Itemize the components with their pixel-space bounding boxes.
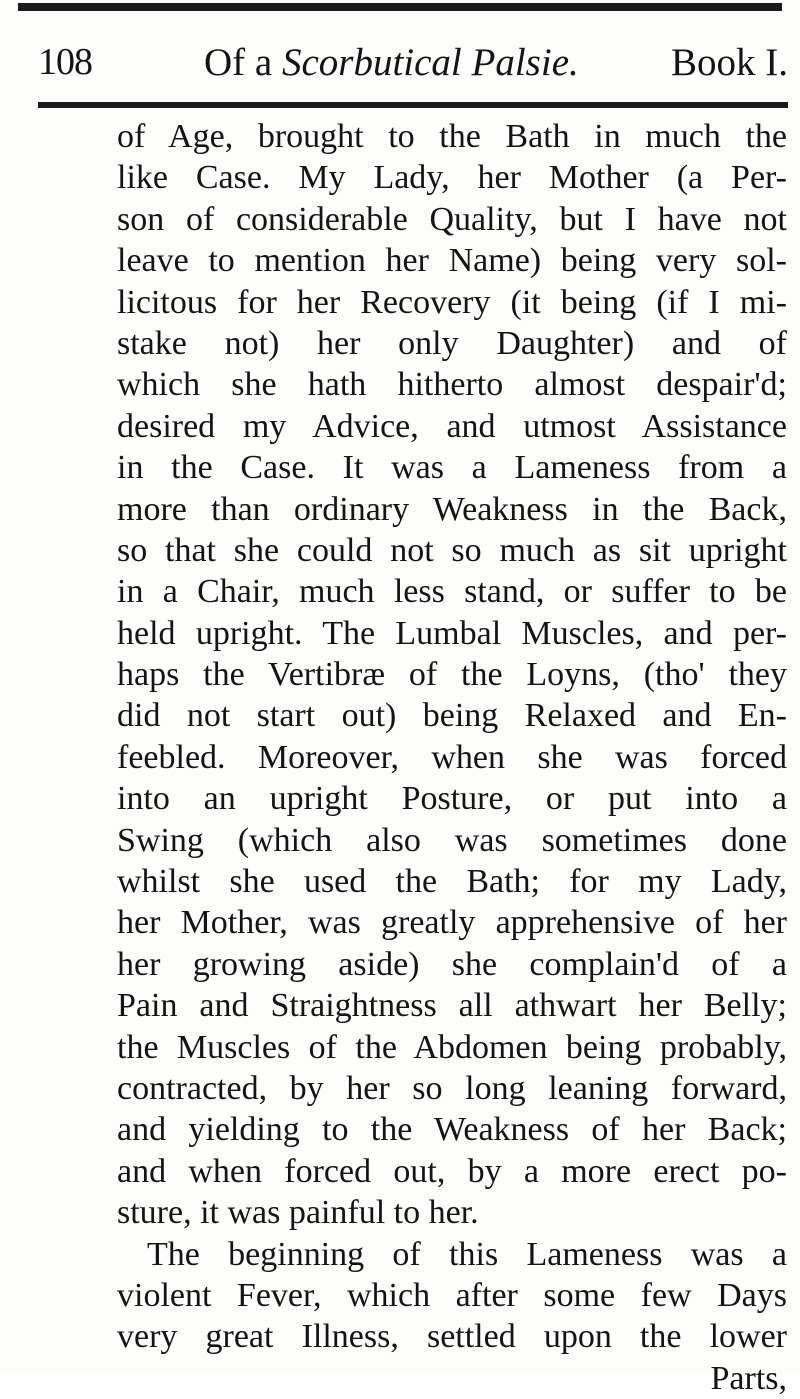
text-line: contracted, by her so long leaning forward,	[117, 1069, 787, 1107]
text-line: violent Fever, which after some few Days	[117, 1276, 787, 1314]
text-line: held upright. The Lumbal Muscles, and per-	[117, 614, 787, 652]
text-line: her Mother, was greatly apprehensive of her	[117, 904, 787, 942]
text-line: did not start out) being Relaxed and En-	[117, 697, 787, 735]
text-line: sture, it was painful to her.	[117, 1194, 479, 1232]
running-title-italic: Scorbutical Palsie.	[281, 41, 579, 84]
text-line: leave to mention her Name) being very sol-	[117, 242, 787, 280]
text-line: stake not) her only Daughter) and of	[117, 324, 787, 362]
text-line: and yielding to the Weakness of her Back;	[117, 1111, 787, 1149]
text-line: The beginning of this Lameness was a	[147, 1235, 787, 1273]
text-line: which she hath hitherto almost despair'd;	[117, 366, 787, 404]
book-label: Book I.	[671, 41, 788, 84]
text-line: so that she could not so much as sit upright	[117, 531, 787, 569]
text-line: haps the Vertibræ of the Loyns, (tho' they	[117, 656, 787, 694]
running-header	[38, 40, 788, 100]
running-title	[204, 40, 579, 85]
text-line: the Muscles of the Abdomen being probably,	[117, 1028, 787, 1066]
text-line: her growing aside) she complain'd of a	[117, 945, 787, 983]
text-line: and when forced out, by a more erect po-	[117, 1152, 787, 1190]
text-line: desired my Advice, and utmost Assistance	[117, 407, 787, 445]
text-line: like Case. My Lady, her Mother (a Per-	[117, 159, 787, 197]
page-number: 108	[38, 41, 92, 83]
running-title-prefix: Of a	[204, 41, 282, 84]
text-line: Swing (which also was sometimes done	[117, 821, 787, 859]
text-line: feebled. Moreover, when she was forced	[117, 738, 787, 776]
header-rule	[38, 102, 788, 108]
catchword: Parts,	[710, 1359, 787, 1397]
text-line: Pain and Straightness all athwart her Belly;	[117, 987, 787, 1025]
text-line: in a Chair, much less stand, or suffer to be	[117, 573, 787, 611]
text-line: son of considerable Quality, but I have not	[117, 200, 787, 238]
text-line: into an upright Posture, or put into a	[117, 780, 787, 818]
text-line: very great Illness, settled upon the lower	[117, 1318, 787, 1356]
text-line: whilst she used the Bath; for my Lady,	[117, 863, 787, 901]
top-rule	[18, 3, 782, 11]
body-text	[117, 116, 787, 1399]
text-line: of Age, brought to the Bath in much the	[117, 118, 787, 155]
text-line: more than ordinary Weakness in the Back,	[117, 490, 787, 528]
text-line: in the Case. It was a Lameness from a	[117, 449, 787, 487]
text-line: licitous for her Recovery (it being (if I mi-	[117, 283, 787, 321]
